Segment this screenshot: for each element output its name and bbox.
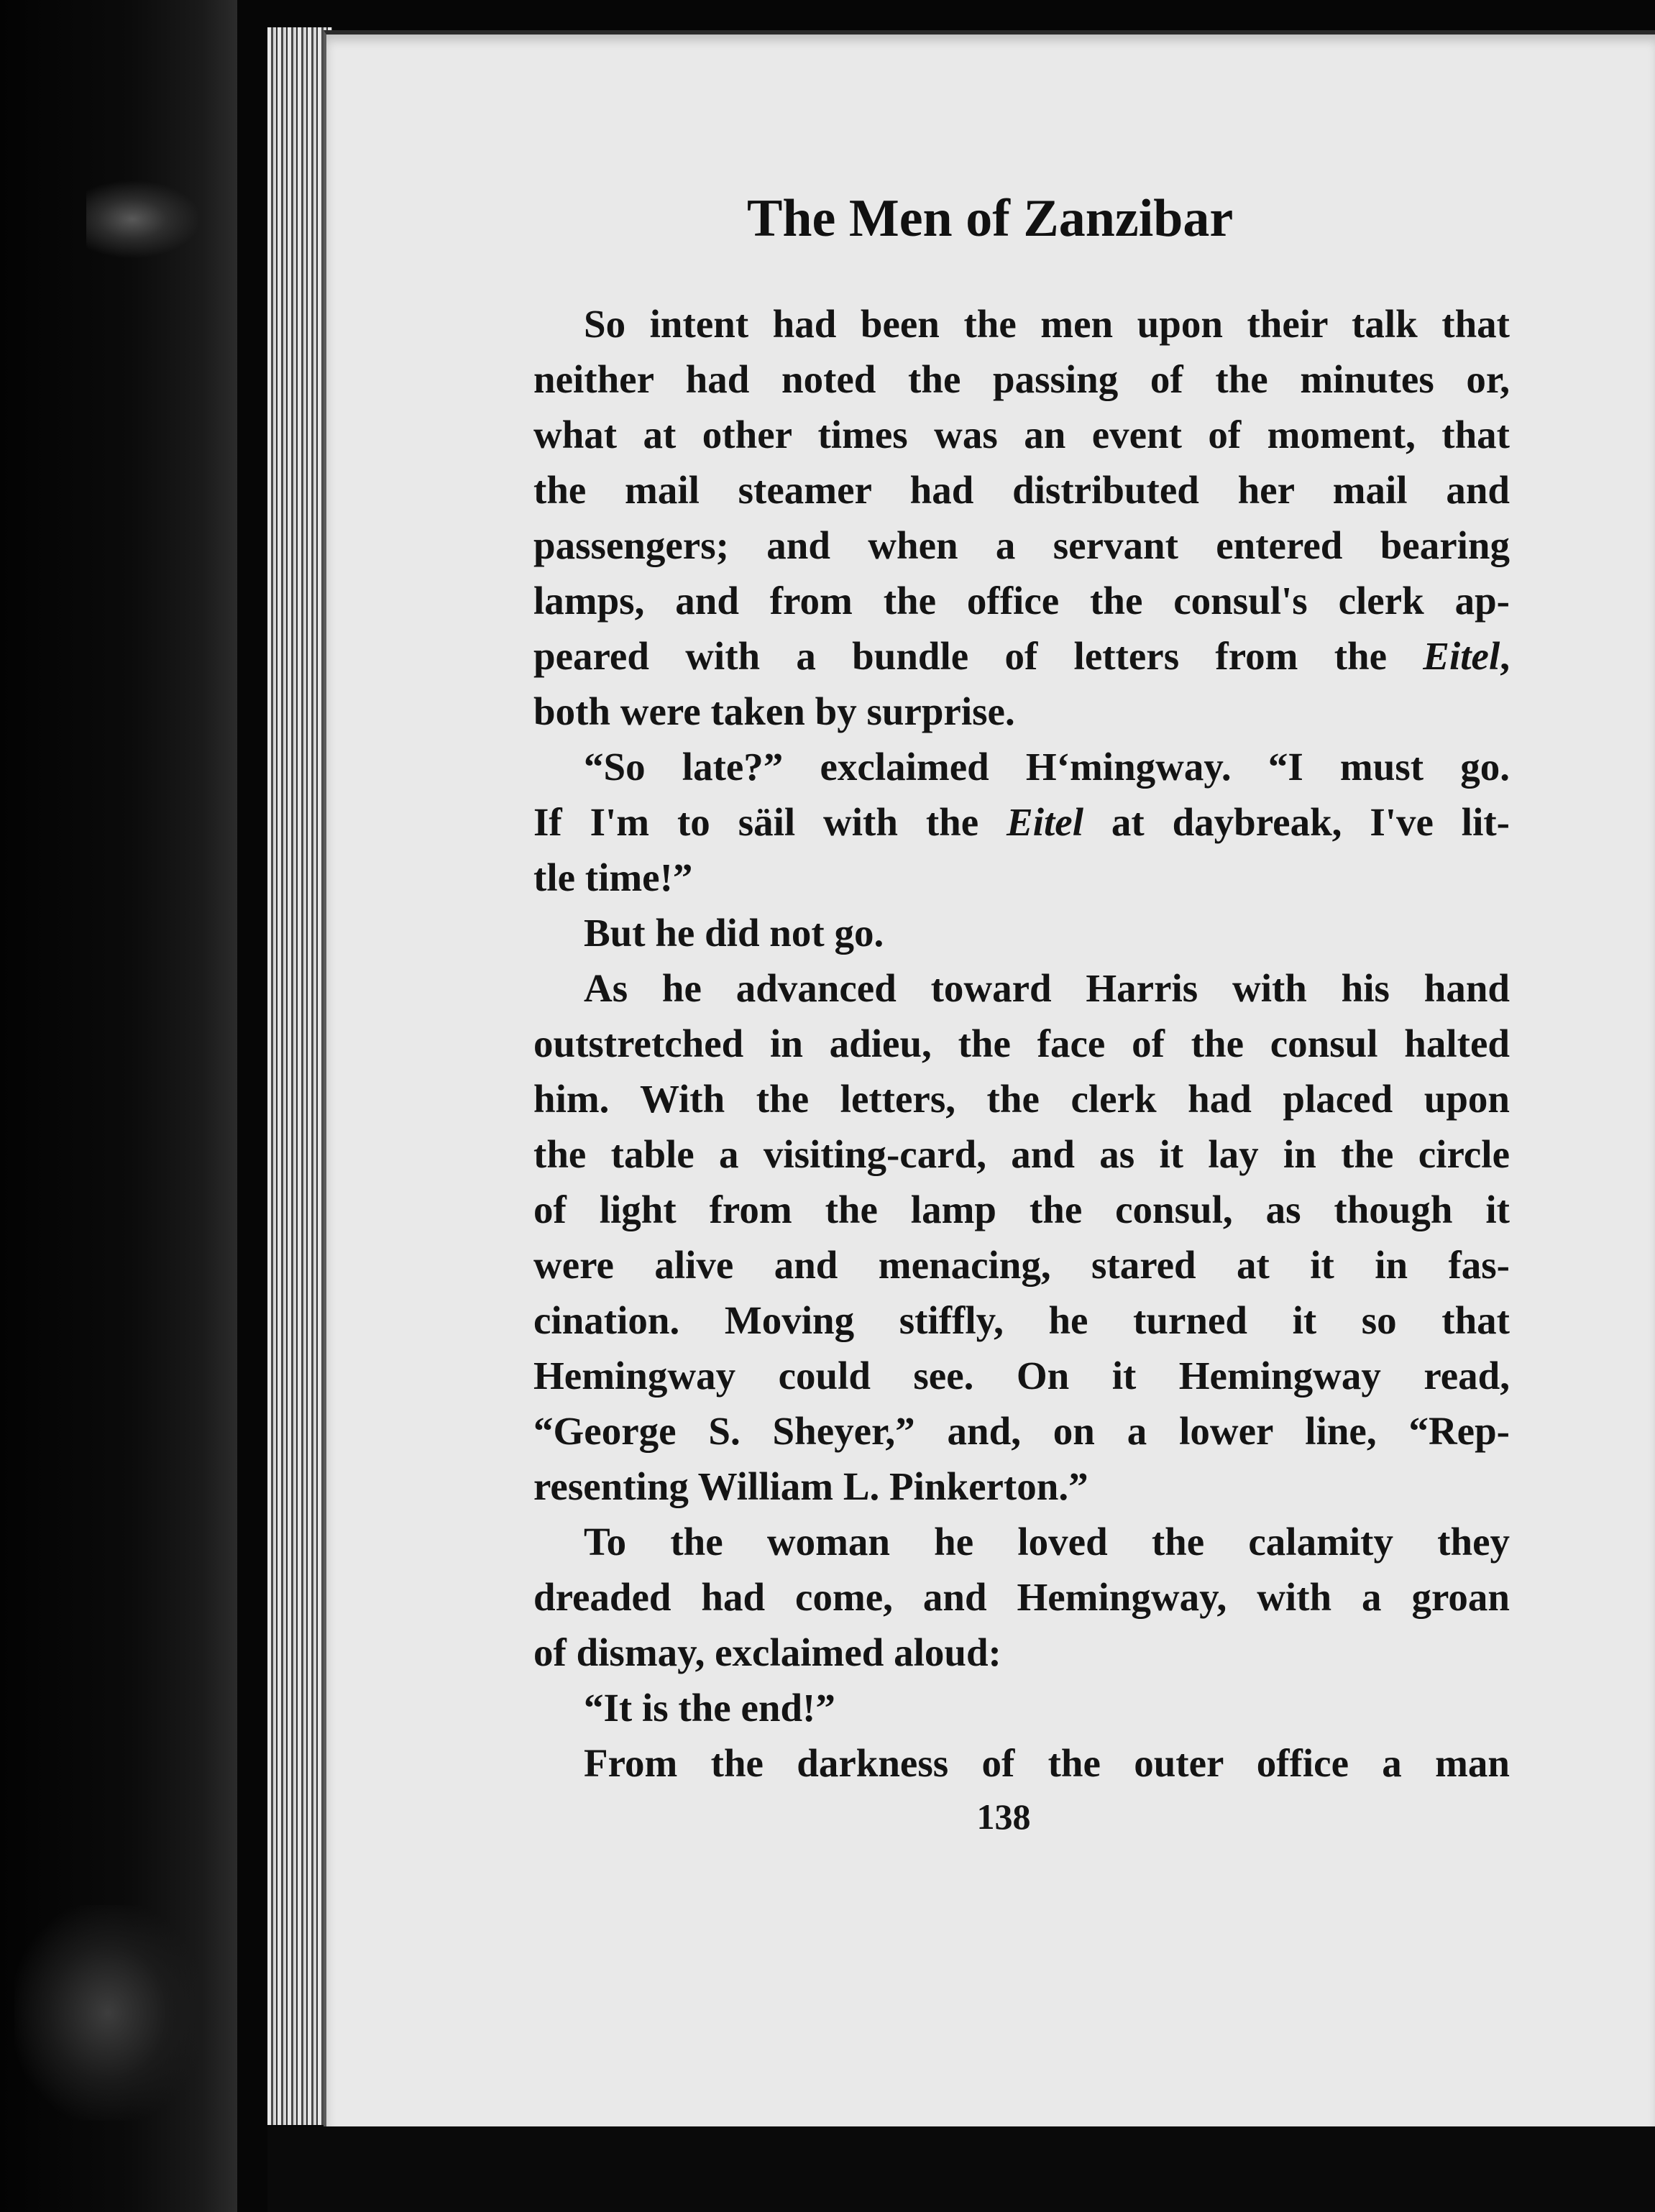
text-line: “So late?” exclaimed Hʻmingway. “I must go. <box>584 745 1510 789</box>
text-line: Hemingway could see. On it Hemingway read, <box>533 1354 1510 1398</box>
text-line: outstretched in adieu, the face of the consul halted <box>533 1022 1510 1065</box>
text-line: of light from the lamp the consul, as though it <box>533 1188 1510 1231</box>
text-line: “It is the end!” <box>584 1686 835 1730</box>
text-line: both were taken by surprise. <box>533 689 1015 733</box>
text-line: were alive and menacing, stared at it in fas- <box>533 1243 1510 1287</box>
text-line: the table a visiting-card, and as it lay in the circle <box>533 1132 1510 1176</box>
text-line: cination. Moving stiffly, he turned it so that <box>533 1298 1510 1342</box>
text-line: “George S. Sheyer,” and, on a lower line, “Rep- <box>533 1409 1510 1453</box>
text-line: If I'm to säil with the Eitel at daybreak, I've lit- <box>533 800 1510 844</box>
text-line: So intent had been the men upon their talk that <box>584 302 1510 346</box>
text-line: lamps, and from the office the consul's clerk ap- <box>533 579 1510 623</box>
text-line: what at other times was an event of moment, that <box>533 413 1510 456</box>
text-line: him. With the letters, the clerk had placed upon <box>533 1077 1510 1121</box>
text-line: of dismay, exclaimed aloud: <box>533 1630 1001 1674</box>
dust-speck <box>14 1905 201 2121</box>
book-page-edges <box>267 27 332 2125</box>
body-text <box>533 296 1510 1791</box>
scanner-background <box>267 2126 1655 2212</box>
text-line: To the woman he loved the calamity they <box>584 1520 1510 1564</box>
text-line: peared with a bundle of letters from the Eitel, <box>533 634 1510 678</box>
text-line: But he did not go. <box>584 911 884 955</box>
scanner-background <box>0 0 237 2212</box>
text-line: neither had noted the passing of the minutes or, <box>533 357 1510 401</box>
text-line: the mail steamer had distributed her mail and <box>533 468 1510 512</box>
running-head: The Men of Zanzibar <box>747 189 1234 248</box>
text-line: tle time!” <box>533 855 693 899</box>
ship-name: Eitel <box>1423 634 1500 678</box>
text-line: passengers; and when a servant entered bearing <box>533 523 1510 567</box>
text-line: dreaded had come, and Hemingway, with a groan <box>533 1575 1510 1619</box>
page-number: 138 <box>976 1796 1031 1837</box>
text-line: resenting William L. Pinkerton.” <box>533 1464 1088 1508</box>
dust-speck <box>86 180 201 259</box>
text-line: From the darkness of the outer office a man <box>584 1741 1510 1785</box>
ship-name: Eitel <box>1007 800 1083 844</box>
text-line: As he advanced toward Harris with his hand <box>584 966 1510 1010</box>
